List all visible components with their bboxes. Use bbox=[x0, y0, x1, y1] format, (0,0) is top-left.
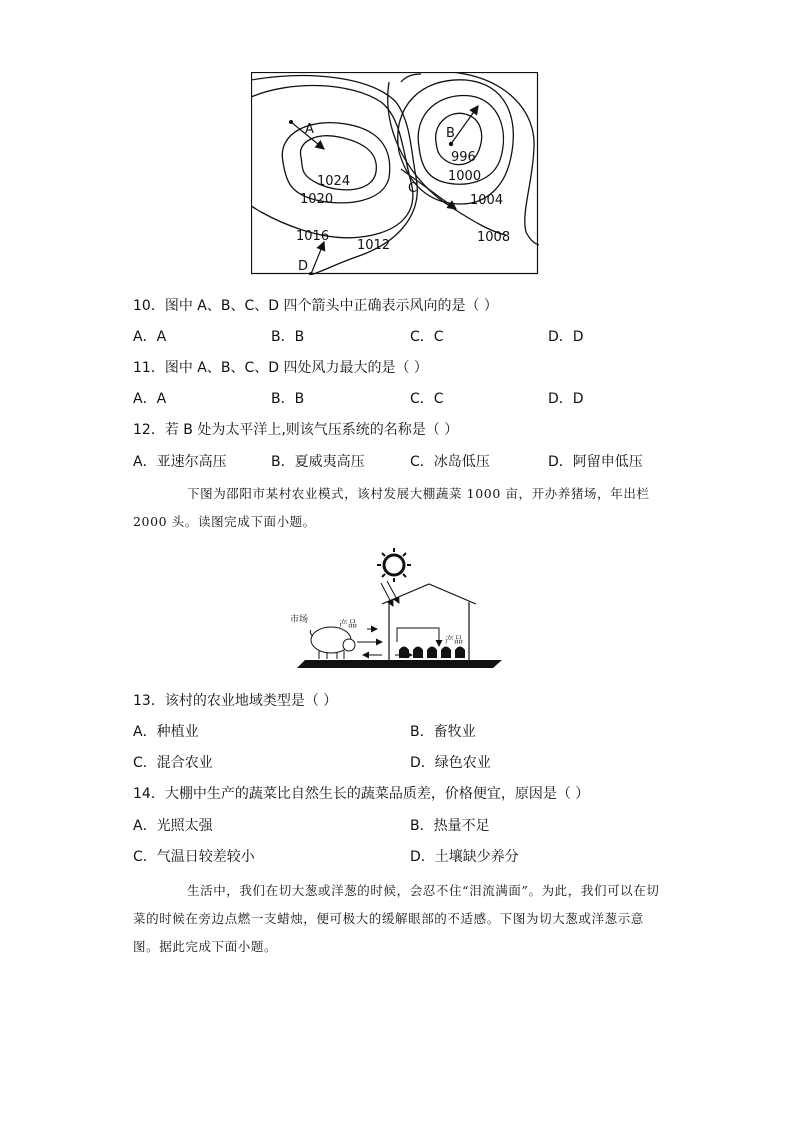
q10-option-b[interactable]: B．B bbox=[271, 329, 305, 345]
passage-farm: 下图为邵阳市某村农业模式，该村发展大棚蔬菜 1000 亩，开办养猪场，年出栏 2000 头。读图完成下面小题。 bbox=[133, 486, 650, 529]
ground bbox=[297, 660, 502, 668]
q14-option-b[interactable]: B．热量不足 bbox=[410, 818, 490, 834]
isobar-label: 1016 bbox=[296, 229, 330, 244]
q12-option-d[interactable]: D．阿留申低压 bbox=[548, 454, 643, 470]
product-label-left: 产品 bbox=[339, 620, 358, 630]
farm-diagram bbox=[287, 548, 505, 673]
question-14-stem: 14．大棚中生产的蔬菜比自然生长的蔬菜品质差，价格便宜，原因是（ ） bbox=[133, 786, 590, 802]
isobar-label: 1004 bbox=[470, 193, 504, 208]
question-13-stem: 13．该村的农业地域类型是（ ） bbox=[133, 693, 338, 709]
isobar-label: 996 bbox=[451, 150, 476, 165]
product-label-right: 产品 bbox=[445, 636, 464, 646]
q12-option-a[interactable]: A．亚速尔高压 bbox=[133, 454, 227, 470]
isobar-label: 1020 bbox=[300, 192, 334, 207]
q11-option-d[interactable]: D．D bbox=[548, 391, 584, 407]
q14-option-a[interactable]: A．光照太强 bbox=[133, 818, 213, 834]
q14-option-c[interactable]: C．气温日较差较小 bbox=[133, 849, 255, 865]
vegetable-icons bbox=[399, 647, 465, 659]
arrow-label-d: D bbox=[298, 259, 309, 274]
isobar-label: 1000 bbox=[448, 169, 482, 184]
q11-option-c[interactable]: C．C bbox=[410, 391, 444, 407]
q10-option-a[interactable]: A．A bbox=[133, 329, 167, 345]
sun-icon bbox=[377, 548, 411, 582]
pig-icon bbox=[310, 627, 355, 659]
question-12-stem: 12．若 B 处为太平洋上,则该气压系统的名称是（ ） bbox=[133, 422, 459, 438]
q10-option-c[interactable]: C．C bbox=[410, 329, 444, 345]
question-11-stem: 11．图中 A、B、C、D 四处风力最大的是（ ） bbox=[133, 360, 428, 376]
passage-onion: 生活中，我们在切大葱或洋葱的时候，会忍不住“泪流满面”。为此，我们可以在切菜的时候在旁边点燃一支蜡烛，便可极大的缓解眼部的不适感。下图为切大葱或洋葱示意图。据此完成下面小题。 bbox=[133, 883, 660, 954]
question-10-stem: 10．图中 A、B、C、D 四个箭头中正确表示风向的是（ ） bbox=[133, 298, 498, 314]
q14-option-d[interactable]: D．土壤缺少养分 bbox=[410, 849, 519, 865]
q10-option-d[interactable]: D．D bbox=[548, 329, 584, 345]
arrow-label-b: B bbox=[446, 126, 455, 141]
isobar-label: 1012 bbox=[357, 238, 391, 253]
isobar-map bbox=[251, 72, 539, 275]
q12-option-c[interactable]: C．冰岛低压 bbox=[410, 454, 490, 470]
isobar-label: 1008 bbox=[477, 230, 511, 245]
arrow-label-c: C bbox=[408, 181, 418, 196]
q13-option-a[interactable]: A．种植业 bbox=[133, 724, 199, 740]
q12-option-b[interactable]: B．夏威夷高压 bbox=[271, 454, 365, 470]
q11-option-a[interactable]: A．A bbox=[133, 391, 167, 407]
arrow-label-a: A bbox=[305, 122, 314, 137]
isobar-label: 1024 bbox=[317, 174, 351, 189]
q13-option-b[interactable]: B．畜牧业 bbox=[410, 724, 476, 740]
q11-option-b[interactable]: B．B bbox=[271, 391, 305, 407]
market-label: 市场 bbox=[290, 615, 309, 625]
q13-option-d[interactable]: D．绿色农业 bbox=[410, 755, 491, 771]
q13-option-c[interactable]: C．混合农业 bbox=[133, 755, 213, 771]
